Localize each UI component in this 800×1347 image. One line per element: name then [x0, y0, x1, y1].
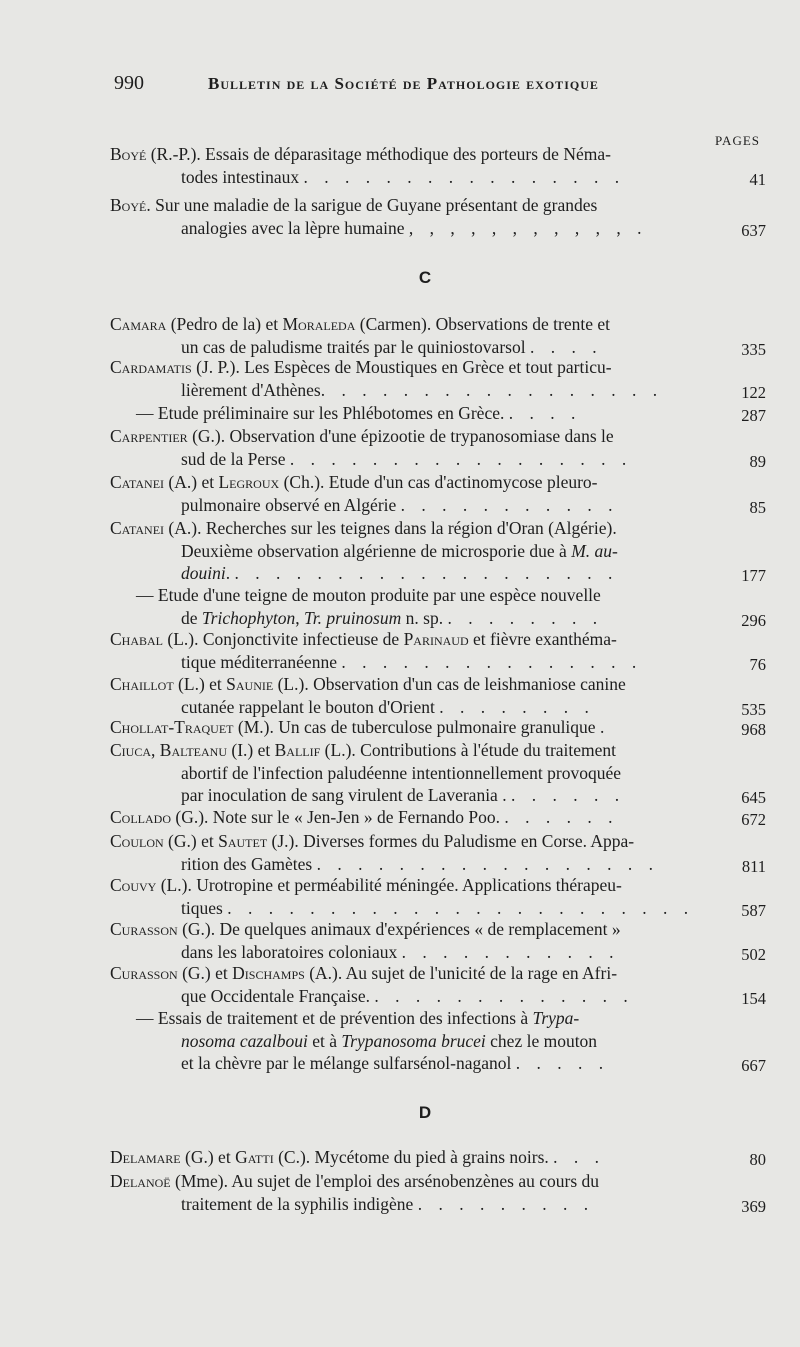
author-name: Catanei [110, 472, 165, 492]
entry-line [110, 897, 766, 920]
index-entry [110, 143, 766, 188]
entry-text: (R.-P.). Essais de déparasitage méthodique des porteurs de Néma- [146, 144, 611, 164]
author-name: Chaillot [110, 674, 174, 694]
author-name: Parinaud [403, 629, 469, 649]
entry-text: pulmonaire observé en Algérie [181, 494, 401, 515]
entry-text: (G.) et [163, 831, 219, 851]
entry-text: . Sur une maladie de la sarigue de Guyane présentant de grandes [146, 195, 598, 215]
dot-leader: . . . . . . . . . . . . . . . . [303, 166, 626, 187]
author-name: Camara [110, 314, 167, 334]
entry-text: (L.). Urotropine et perméabilité méningée. Applications thérapeu- [156, 875, 622, 895]
index-entry [110, 918, 766, 963]
index-entry [110, 402, 766, 425]
dot-leader: . . . . . . . . . . . . . . . . . [316, 853, 659, 874]
page-reference: 645 [741, 788, 766, 807]
entry-line [110, 607, 766, 630]
page-reference: 177 [741, 566, 766, 585]
entry-text: (M.). Un cas de tuberculose pulmonaire granulique [233, 717, 600, 737]
entry-text: (C.). Mycétome du pied à grains noirs. [273, 1147, 554, 1167]
entry-text: analogies avec la lèpre humaine [181, 217, 409, 238]
author-name: Boyé [110, 144, 147, 164]
entry-text: (Mme). Au sujet de l'emploi des arsénobenzènes au cours du [170, 1171, 600, 1191]
page-reference: 122 [741, 382, 766, 402]
index-entry [110, 425, 766, 470]
entry-line [110, 716, 766, 739]
entry-line [110, 166, 766, 189]
index-entry [110, 830, 766, 875]
dot-leader: . . . . . . . . . . . . . . . . . [289, 448, 633, 469]
author-name: Couvy [110, 875, 157, 895]
dot-leader: . . . . . . . . . . . . . [374, 985, 634, 1006]
entry-line [110, 628, 766, 651]
entry-text: sud de la Perse [181, 448, 290, 469]
dot-leader: . . . . . . . . [439, 696, 595, 717]
page-reference: 968 [741, 720, 766, 739]
author-name: Legroux [218, 472, 280, 492]
entry-line [110, 784, 766, 807]
entry-text: Trypa- [532, 1008, 580, 1028]
entry-text: — Essais de traitement et de prévention des infections à [136, 1008, 533, 1028]
entry-line [110, 918, 766, 941]
entry-line [110, 425, 766, 448]
author-name: Curasson [110, 919, 178, 939]
author-name: Chabal [110, 629, 164, 649]
entry-text: chez le mouton [485, 1030, 598, 1051]
author-name: Chollat-Traquet [110, 717, 234, 737]
entry-line [110, 1030, 766, 1053]
author-name: Coulon [110, 831, 164, 851]
entry-text: (G.) et [180, 1147, 236, 1167]
entry-line [110, 696, 766, 719]
entry-line [110, 143, 766, 166]
index-entry [110, 194, 766, 239]
author-name: Dischamps [232, 963, 305, 983]
index-entry [110, 356, 766, 401]
entry-text: et fièvre exanthéma- [468, 629, 617, 649]
entry-text: Tr. pruinosum [304, 607, 402, 628]
entry-text: lièrement d'Athènes [181, 379, 321, 400]
entry-line [110, 853, 766, 876]
entry-text: M. au- [571, 540, 618, 561]
entry-text: Deuxième observation algérienne de microsporie due à [181, 540, 572, 561]
entry-text: un cas de paludisme traités par le quiniostovarsol [181, 336, 530, 357]
index-entry [110, 806, 766, 829]
entry-line [110, 517, 766, 540]
entry-text: (G.). Note sur le « Jen-Jen » de Fernando Poo. [171, 807, 505, 827]
pages-column-label: PAGES [715, 133, 760, 148]
entry-text: que Occidentale Française. [181, 985, 375, 1006]
entry-text: (Carmen). Observations de trente et [355, 314, 611, 334]
page-reference: 80 [749, 1150, 766, 1169]
index-entry [110, 471, 766, 516]
entry-text: (A.) et [164, 472, 219, 492]
entry-line [110, 1170, 766, 1193]
page-reference: 667 [741, 1056, 766, 1075]
entry-text: par inoculation de sang virulent de Laverania . [181, 785, 511, 806]
author-name: Carpentier [110, 426, 188, 446]
dot-leader: . . . . [529, 336, 603, 357]
entry-line [110, 540, 766, 563]
page-reference: 154 [741, 988, 766, 1008]
entry-text: — Etude préliminaire sur les Phlébotomes en Grèce. [136, 403, 509, 423]
entry-line [110, 379, 766, 402]
dot-leader: . . . . . . . . . . . . . . . . . . . . . . . [227, 897, 695, 918]
index-entry [110, 739, 766, 807]
page-reference: 587 [741, 900, 766, 920]
dot-leader: . . . . . . [504, 807, 619, 827]
dot-leader: . . . . . [515, 1053, 610, 1074]
entry-text: abortif de l'infection paludéenne intentionnellement provoquée [181, 762, 622, 783]
author-name: Curasson [110, 963, 178, 983]
page-reference: 41 [749, 169, 766, 189]
entry-text: Trichophyton [201, 607, 296, 628]
entry-line [110, 985, 766, 1008]
author-name: Boyé [110, 195, 147, 215]
page-reference: 296 [741, 610, 766, 630]
entry-line [110, 874, 766, 897]
entry-text: . [225, 563, 235, 584]
entry-text: (Ch.). Etude d'un cas d'actinomycose pleuro- [279, 472, 598, 492]
entry-text: rition des Gamètes [181, 853, 317, 874]
author-name: Sautet [218, 831, 268, 851]
author-name: Balteanu [159, 740, 227, 760]
entry-line [110, 494, 766, 517]
page-number: 990 [114, 72, 144, 94]
entry-text: (L.). Observation d'un cas de leishmaniose canine [273, 674, 626, 694]
entry-text: tique méditerranéenne [181, 651, 342, 672]
dot-leader: . . . . . . [510, 785, 626, 806]
dot-leader: . . . [553, 1147, 606, 1167]
entry-line [110, 941, 766, 964]
entry-text: (Pedro de la) et [166, 314, 283, 334]
author-name: Ciuca [110, 740, 152, 760]
entry-text: , [151, 740, 160, 760]
entry-line [110, 336, 766, 359]
dot-leader: . . . . . . . . . . . [401, 941, 620, 962]
page-reference: 811 [741, 856, 766, 876]
index-entry [110, 517, 766, 585]
page-reference: 502 [741, 944, 766, 964]
section-letter-d: D [418, 1103, 432, 1122]
page-reference: 535 [741, 699, 766, 719]
entry-text: dans les laboratoires coloniaux [181, 941, 402, 962]
entry-text: (A.). Au sujet de l'unicité de la rage en Afri- [304, 963, 618, 983]
entry-line [110, 651, 766, 674]
author-name: Delanoë [110, 1171, 171, 1191]
index-entry [110, 716, 766, 739]
entry-text: nosoma cazalboui [181, 1030, 308, 1051]
entry-line [110, 402, 766, 425]
entry-line [110, 448, 766, 471]
page-reference: 335 [741, 339, 766, 359]
entry-text: et à [307, 1030, 342, 1051]
entry-text: , [295, 607, 304, 628]
entry-text: tiques [181, 897, 228, 918]
entry-text: (J. P.). Les Espèces de Moustiques en Grèce et tout particu- [191, 357, 612, 377]
section-letter-c: C [418, 268, 432, 287]
entry-line [110, 739, 766, 762]
running-header [110, 72, 760, 102]
author-name: Moraleda [282, 314, 356, 334]
dot-leader: . . . . . . . . . . . . . . . . . . . [234, 563, 619, 584]
entry-text: (A.). Recherches sur les teignes dans la région d'Oran (Algérie). [164, 518, 617, 538]
entry-line [110, 356, 766, 379]
entry-line [110, 562, 766, 585]
entry-text: (J.). Diverses formes du Paludisme en Corse. Appa- [267, 831, 635, 851]
entry-text: traitement de la syphilis indigène [181, 1193, 418, 1214]
entry-line [110, 471, 766, 494]
entry-line [110, 194, 766, 217]
page-reference: 76 [749, 654, 766, 674]
entry-line [110, 830, 766, 853]
index-entry [110, 1007, 766, 1075]
page-reference: 369 [741, 1196, 766, 1216]
entry-text: douini [181, 563, 226, 584]
author-name: Collado [110, 807, 171, 827]
index-entry [110, 584, 766, 629]
author-name: Gatti [235, 1147, 274, 1167]
author-name: Saunie [226, 674, 274, 694]
entry-text: (G.) et [177, 963, 233, 983]
entry-line [110, 1007, 766, 1030]
entry-text: cutanée rappelant le bouton d'Orient [181, 696, 440, 717]
dot-leader: . [599, 717, 611, 737]
entry-line [110, 313, 766, 336]
index-entry [110, 628, 766, 673]
author-name: Cardamatis [110, 357, 192, 377]
entry-text: et la chèvre par le mélange sulfarsénol-naganol [181, 1053, 516, 1074]
author-name: Catanei [110, 518, 165, 538]
index-entry [110, 874, 766, 919]
dot-leader: . . . . . . . . [447, 607, 604, 628]
page-reference: 672 [741, 810, 766, 829]
entry-text: (L.). Conjonctivite infectieuse de [163, 629, 404, 649]
entry-line [110, 806, 766, 829]
entry-line [110, 1193, 766, 1216]
dot-leader: , , , , , , , , , , , . [408, 217, 648, 238]
dot-leader: . . . . . . . . . . . . . . . . . [320, 379, 664, 400]
entry-line [110, 762, 766, 785]
page-reference: 89 [749, 451, 766, 471]
author-name: Delamare [110, 1147, 181, 1167]
entry-text: (L.). Contributions à l'étude du traitement [320, 740, 617, 760]
entry-line [110, 673, 766, 696]
dot-leader: . . . . . . . . . [417, 1193, 595, 1214]
entry-line [110, 584, 766, 607]
entry-line [110, 962, 766, 985]
entry-line [110, 1146, 766, 1169]
entry-text: (I.) et [227, 740, 275, 760]
entry-text: — Etude d'une teigne de mouton produite par une espèce nouvelle [136, 585, 601, 605]
index-entry [110, 673, 766, 718]
index-entry [110, 1146, 766, 1169]
entry-text: (G.). De quelques animaux d'expériences « de remplacement » [177, 919, 621, 939]
dot-leader: . . . . . . . . . . . . . . . [341, 651, 643, 672]
page-reference: 85 [749, 497, 766, 517]
entry-text: de [181, 607, 202, 628]
page-reference: 637 [741, 220, 766, 240]
page-reference: 287 [741, 406, 766, 425]
dot-leader: . . . . . . . . . . . [400, 494, 619, 515]
index-entry [110, 313, 766, 358]
dot-leader: . . . . [508, 403, 582, 423]
running-title: Bulletin de la Société de Pathologie exotique [208, 74, 599, 93]
entry-text: Trypanosoma brucei [341, 1030, 486, 1051]
entry-text: n. sp. [401, 607, 448, 628]
entry-line [110, 217, 766, 240]
entry-line [110, 1052, 766, 1075]
entry-text: todes intestinaux [181, 166, 304, 187]
index-entry [110, 962, 766, 1007]
entry-text: (L.) et [173, 674, 227, 694]
author-name: Ballif [274, 740, 321, 760]
index-entry [110, 1170, 766, 1215]
entry-text: (G.). Observation d'une épizootie de trypanosomiase dans le [187, 426, 614, 446]
